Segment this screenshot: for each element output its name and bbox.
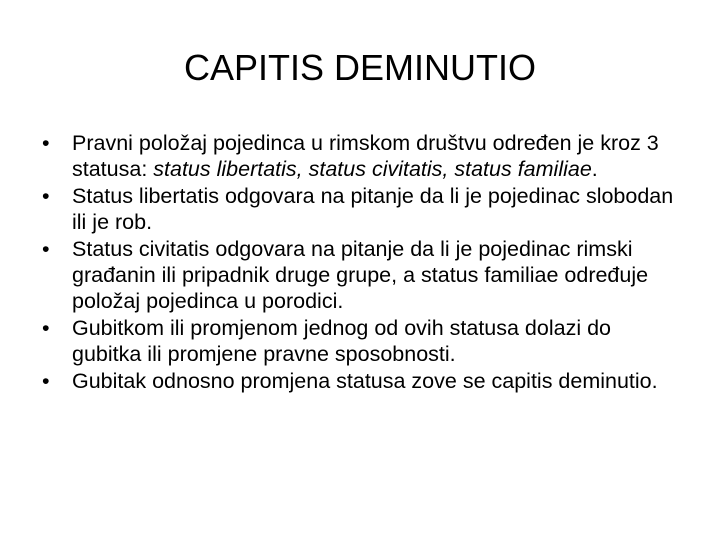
bullet-item-civitatis <box>36 236 684 314</box>
bullet-icon: • <box>42 316 50 340</box>
bullet-icon: • <box>42 237 50 261</box>
bullet-item-capitis-deminutio <box>36 368 684 394</box>
bullet-icon: • <box>42 131 50 155</box>
bullet-text: Status libertatis odgovara na pitanje da li je pojedinac slobodan ili je rob. <box>72 184 674 234</box>
bullet-icon: • <box>42 184 50 208</box>
bullet-item-libertatis <box>36 183 684 235</box>
bullet-text: Status civitatis odgovara na pitanje da li je pojedinac rimski građanin ili pripadnik druge grupe, a status familiae određuje položaj pojedinca u porodici. <box>72 237 649 313</box>
bullet-icon: • <box>42 369 50 393</box>
bullet-text-intro: Pravni položaj pojedinca u rimskom društvu određen je kroz 3 statusa: <box>72 131 659 181</box>
bullet-list <box>36 130 684 395</box>
bullet-text: Gubitak odnosno promjena statusa zove se capitis deminutio. <box>72 369 658 393</box>
bullet-text-emphasis: status libertatis, status civitatis, status familiae <box>153 157 592 181</box>
slide-title: CAPITIS DEMINUTIO <box>183 47 537 88</box>
bullet-item-gubitak-statusa <box>36 315 684 367</box>
bullet-text-end: . <box>591 157 598 181</box>
bullet-item-statuses <box>36 130 684 182</box>
bullet-text: Gubitkom ili promjenom jednog od ovih statusa dolazi do gubitka ili promjene pravne sposobnosti. <box>72 316 611 366</box>
